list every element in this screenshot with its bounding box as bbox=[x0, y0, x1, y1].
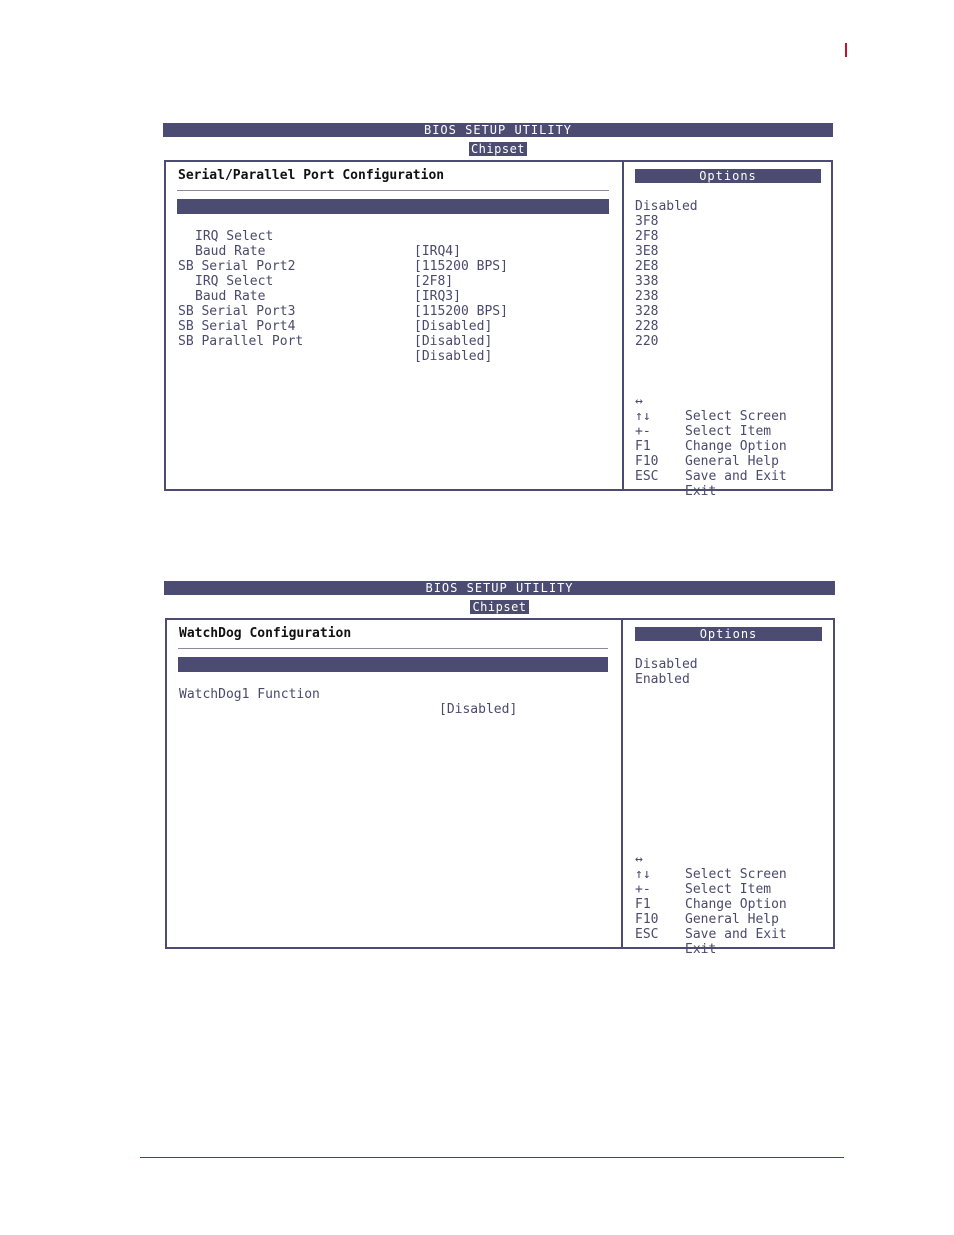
plus-minus-key: +- bbox=[635, 882, 651, 897]
setting-value[interactable]: [3F8] bbox=[414, 229, 454, 244]
setting-label: SB Serial Port4 bbox=[178, 319, 296, 334]
setting-label: IRQ Select bbox=[195, 274, 274, 289]
setting-label: WatchDog0 Function bbox=[179, 672, 320, 687]
bios-title-bar: BIOS SETUP UTILITY bbox=[163, 123, 833, 137]
setting-label: Baud Rate bbox=[195, 289, 266, 304]
option-item[interactable]: 338 bbox=[635, 274, 659, 289]
option-item[interactable]: 220 bbox=[635, 334, 659, 349]
bios-frame bbox=[165, 618, 835, 957]
f10-key: F10 bbox=[635, 454, 659, 469]
arrow-up-down-icon: ↑↓ bbox=[635, 409, 651, 424]
page-marker bbox=[845, 43, 847, 57]
options-list bbox=[635, 199, 698, 349]
bios-screen-serial-parallel bbox=[163, 123, 833, 499]
option-item[interactable]: 3F8 bbox=[635, 214, 659, 229]
panel-divider bbox=[621, 620, 623, 947]
help-desc: General Help bbox=[685, 454, 779, 469]
setting-label: SB Serial Port1 bbox=[178, 214, 296, 229]
setting-value[interactable]: [Disabled] bbox=[439, 687, 518, 702]
setting-value[interactable]: [Disabled] bbox=[414, 319, 493, 334]
arrow-left-right-icon: ↔ bbox=[635, 852, 643, 867]
setting-value[interactable]: [Disabled] bbox=[439, 702, 518, 717]
setting-label: WatchDog1 Function bbox=[179, 687, 320, 702]
setting-row-watchdog1-function[interactable] bbox=[178, 672, 608, 717]
key-help bbox=[635, 837, 815, 957]
options-header: Options bbox=[635, 627, 822, 641]
setting-label: Baud Rate bbox=[195, 244, 266, 259]
section-divider bbox=[178, 648, 608, 649]
tab-row bbox=[164, 596, 835, 614]
section-title: WatchDog Configuration bbox=[179, 626, 352, 641]
f1-key: F1 bbox=[635, 439, 651, 454]
setting-value[interactable]: [IRQ3] bbox=[414, 289, 461, 304]
key-help bbox=[635, 379, 815, 499]
tab-chipset[interactable]: Chipset bbox=[470, 142, 526, 156]
setting-label: IRQ Select bbox=[195, 229, 274, 244]
help-desc: Change Option bbox=[685, 439, 787, 454]
option-item[interactable]: 328 bbox=[635, 304, 659, 319]
option-item[interactable]: 2F8 bbox=[635, 229, 659, 244]
option-item[interactable]: 3E8 bbox=[635, 244, 659, 259]
option-item[interactable]: Disabled bbox=[635, 199, 698, 214]
help-desc: General Help bbox=[685, 912, 779, 927]
settings-list bbox=[178, 657, 833, 717]
help-desc: Exit bbox=[685, 484, 717, 499]
setting-value[interactable]: [115200 BPS] bbox=[414, 259, 508, 274]
section-title: Serial/Parallel Port Configuration bbox=[178, 168, 445, 183]
option-item[interactable]: Enabled bbox=[635, 672, 690, 687]
f1-key: F1 bbox=[635, 897, 651, 912]
setting-value[interactable]: [Disabled] bbox=[414, 334, 493, 349]
f10-key: F10 bbox=[635, 912, 659, 927]
bios-frame bbox=[164, 160, 833, 499]
option-item[interactable]: 2E8 bbox=[635, 259, 659, 274]
footer-rule bbox=[140, 1157, 844, 1158]
help-desc: Select Screen bbox=[685, 409, 787, 424]
arrow-left-right-icon: ↔ bbox=[635, 394, 643, 409]
setting-value[interactable]: [115200 BPS] bbox=[414, 304, 508, 319]
help-desc: Select Item bbox=[685, 882, 772, 897]
setting-label: SB Serial Port2 bbox=[178, 259, 296, 274]
esc-key: ESC bbox=[635, 469, 659, 484]
help-desc: Change Option bbox=[685, 897, 787, 912]
bios-screen-watchdog bbox=[164, 581, 835, 957]
tab-chipset[interactable]: Chipset bbox=[472, 600, 527, 614]
help-desc: Select Item bbox=[685, 424, 772, 439]
tab-row bbox=[163, 138, 833, 156]
setting-label: SB Serial Port3 bbox=[178, 304, 296, 319]
options-header: Options bbox=[635, 169, 821, 183]
help-desc: Exit bbox=[685, 942, 717, 957]
option-item[interactable]: 228 bbox=[635, 319, 659, 334]
panel-divider bbox=[622, 162, 624, 489]
setting-value[interactable]: [2F8] bbox=[414, 274, 454, 289]
help-desc: Select Screen bbox=[685, 867, 787, 882]
help-row-select-screen bbox=[635, 379, 815, 424]
esc-key: ESC bbox=[635, 927, 659, 942]
plus-minus-key: +- bbox=[635, 424, 651, 439]
setting-row-sb-parallel-port[interactable] bbox=[177, 319, 609, 364]
setting-value[interactable]: [IRQ4] bbox=[414, 244, 461, 259]
setting-label: SB Parallel Port bbox=[178, 334, 304, 349]
option-item[interactable]: Disabled bbox=[635, 657, 698, 672]
arrow-up-down-icon: ↑↓ bbox=[635, 867, 651, 882]
help-row-select-screen bbox=[635, 837, 815, 882]
option-item[interactable]: 238 bbox=[635, 289, 659, 304]
section-divider bbox=[177, 190, 609, 191]
help-desc: Save and Exit bbox=[685, 927, 787, 942]
options-list bbox=[635, 657, 698, 687]
bios-title-bar: BIOS SETUP UTILITY bbox=[164, 581, 835, 595]
help-desc: Save and Exit bbox=[685, 469, 787, 484]
setting-value[interactable]: [Disabled] bbox=[414, 349, 493, 364]
